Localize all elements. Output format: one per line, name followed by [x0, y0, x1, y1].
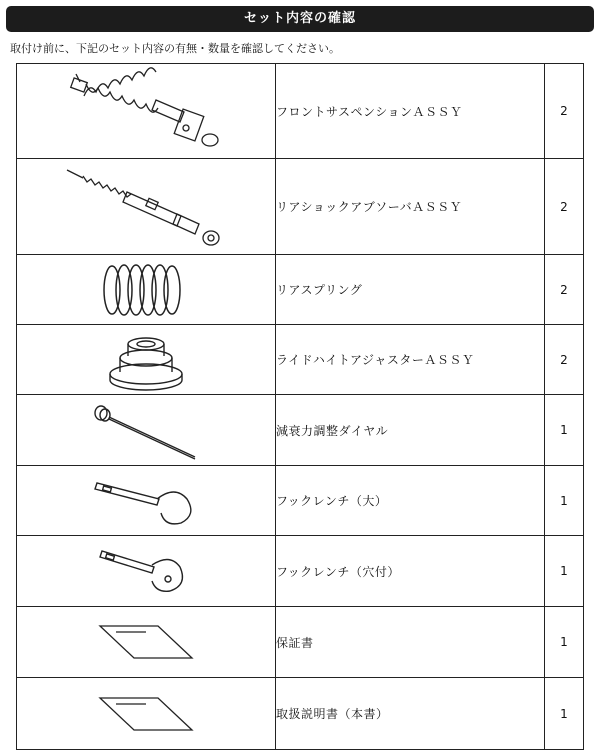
ride-height-adjuster-icon — [101, 328, 191, 392]
part-name: 保証書 — [276, 607, 545, 678]
part-image-cell — [17, 255, 276, 325]
table-row — [17, 466, 584, 536]
hook-wrench-large-icon — [91, 477, 201, 525]
hook-wrench-pin-icon — [96, 545, 196, 597]
front-suspension-assy-icon — [66, 66, 226, 156]
rear-spring-icon — [96, 259, 196, 321]
intro-text: 取付け前に、下記のセット内容の有無・数量を確認してください。 — [10, 42, 340, 55]
part-name: リアスプリング — [276, 255, 545, 325]
table-row — [17, 395, 584, 466]
part-name: リアショックアブソーバＡＳＳＹ — [276, 159, 545, 255]
part-image-cell — [17, 607, 276, 678]
part-quantity: 1 — [545, 536, 584, 607]
part-quantity: 1 — [545, 678, 584, 750]
part-quantity: 2 — [545, 325, 584, 395]
part-name: フックレンチ（穴付） — [276, 536, 545, 607]
part-image-cell — [17, 159, 276, 255]
table-row — [17, 64, 584, 159]
instruction-manual-icon — [96, 690, 196, 738]
table-row — [17, 159, 584, 255]
part-quantity: 2 — [545, 64, 584, 159]
section-title: セット内容の確認 — [243, 11, 356, 26]
part-image-cell — [17, 395, 276, 466]
part-name: ライドハイトアジャスターＡＳＳＹ — [276, 325, 545, 395]
part-quantity: 1 — [545, 395, 584, 466]
part-quantity: 2 — [545, 159, 584, 255]
section-header — [6, 6, 594, 32]
table-row — [17, 678, 584, 750]
part-quantity: 1 — [545, 466, 584, 536]
part-image-cell — [17, 64, 276, 159]
table-row — [17, 255, 584, 325]
warranty-card-icon — [96, 618, 196, 666]
damping-dial-icon — [91, 399, 201, 461]
table-row — [17, 607, 584, 678]
part-image-cell — [17, 536, 276, 607]
part-quantity: 1 — [545, 607, 584, 678]
part-quantity: 2 — [545, 255, 584, 325]
part-name: フックレンチ（大） — [276, 466, 545, 536]
part-name: フロントサスペンションＡＳＳＹ — [276, 64, 545, 159]
part-name: 取扱説明書（本書） — [276, 678, 545, 750]
parts-table — [16, 63, 584, 750]
part-image-cell — [17, 466, 276, 536]
part-image-cell — [17, 325, 276, 395]
part-image-cell — [17, 678, 276, 750]
table-row — [17, 325, 584, 395]
table-row — [17, 536, 584, 607]
rear-shock-absorber-icon — [61, 162, 231, 252]
part-name: 減衰力調整ダイヤル — [276, 395, 545, 466]
